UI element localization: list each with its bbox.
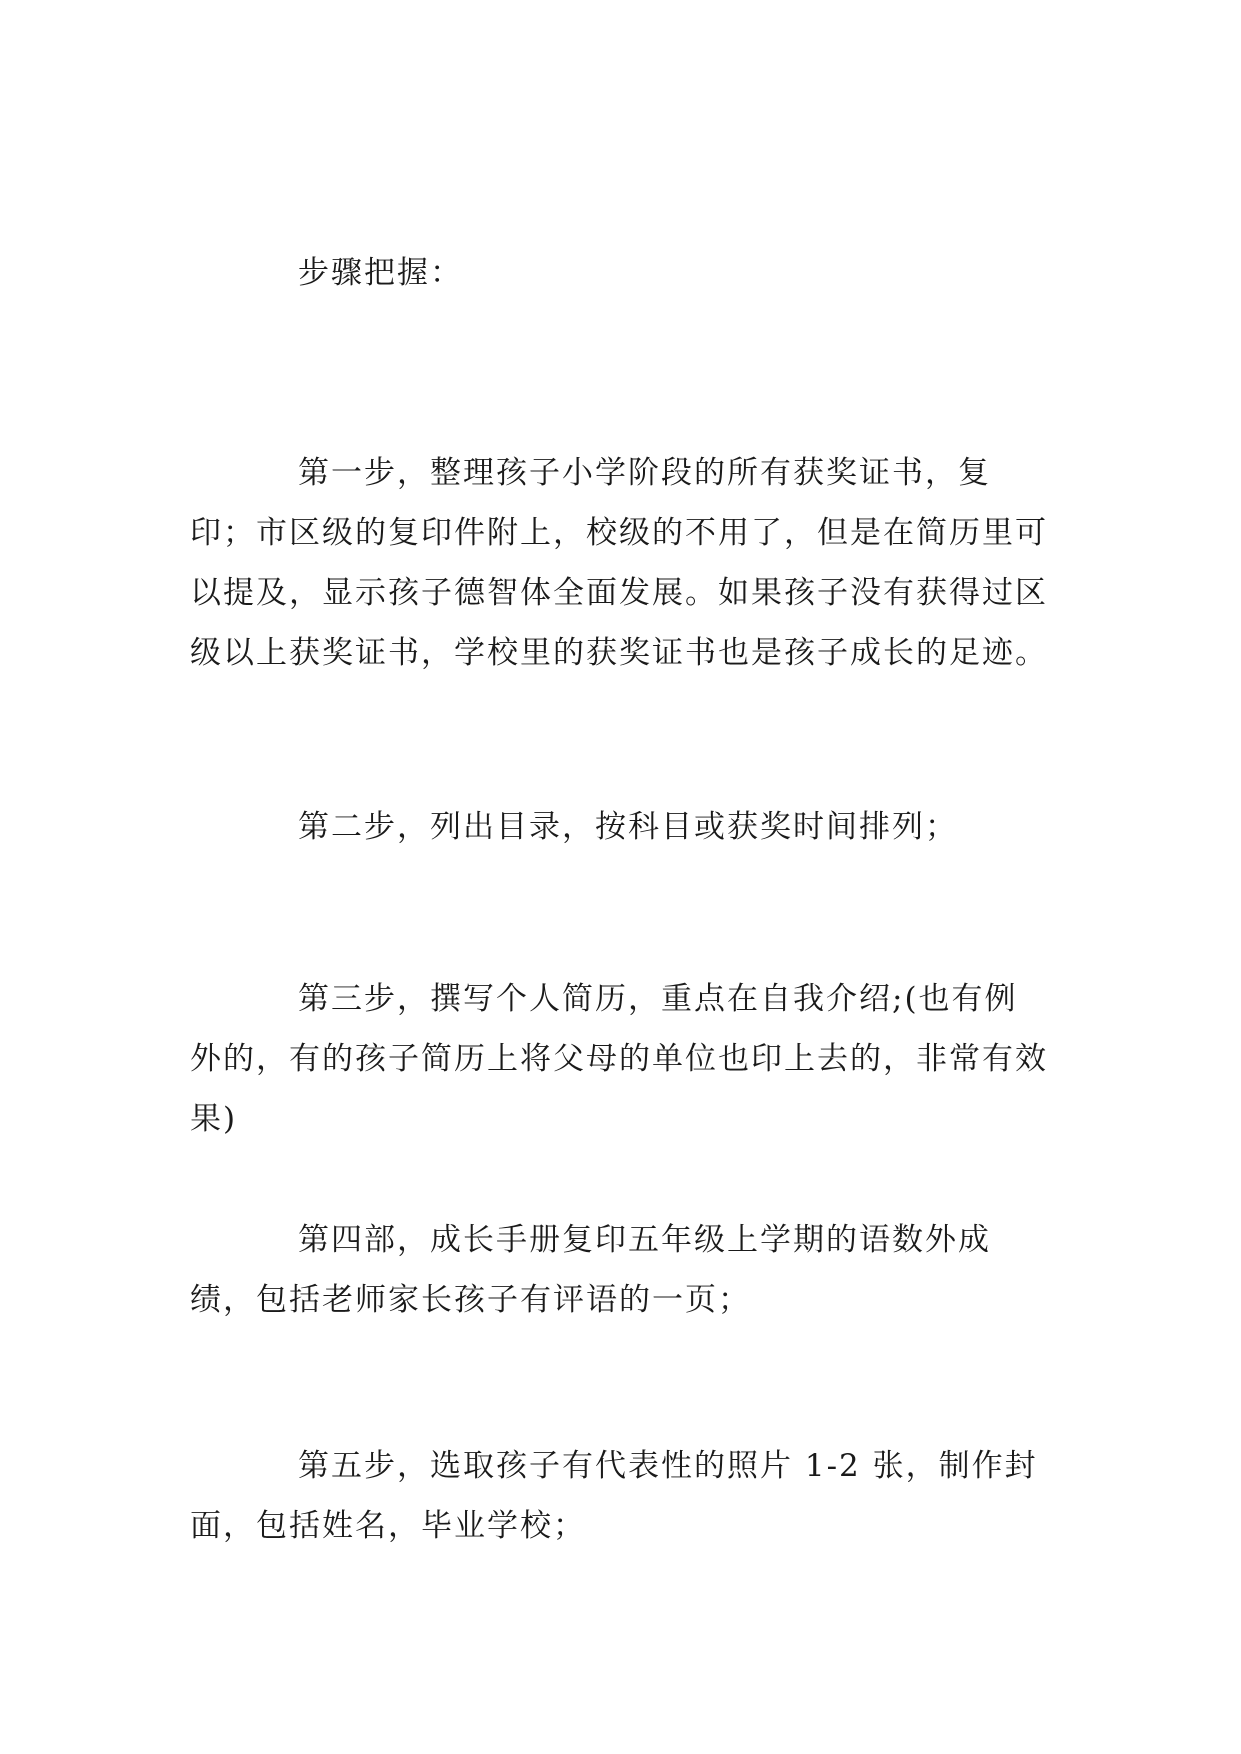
step-1-paragraph: 第一步，整理孩子小学阶段的所有获奖证书，复印；市区级的复印件附上，校级的不用了，但是在简历里可以提及，显示孩子德智体全面发展。如果孩子没有获得过区级以上获奖证书，学校里的获奖证书也是孩子成长的足迹。 [190, 455, 1048, 671]
step-3-paragraph: 第三步，撰写个人简历，重点在自我介绍;(也有例外的，有的孩子简历上将父母的单位也印上去的，非常有效果) [190, 981, 1048, 1137]
step-4-paragraph: 第四部，成长手册复印五年级上学期的语数外成绩，包括老师家长孩子有评语的一页； [190, 1222, 991, 1318]
step-2-paragraph: 第二步，列出目录，按科目或获奖时间排列； [298, 809, 958, 845]
section-heading: 步骤把握： [298, 255, 463, 291]
step-5-paragraph: 第五步，选取孩子有代表性的照片 1-2 张，制作封面，包括姓名，毕业学校； [190, 1448, 1038, 1544]
